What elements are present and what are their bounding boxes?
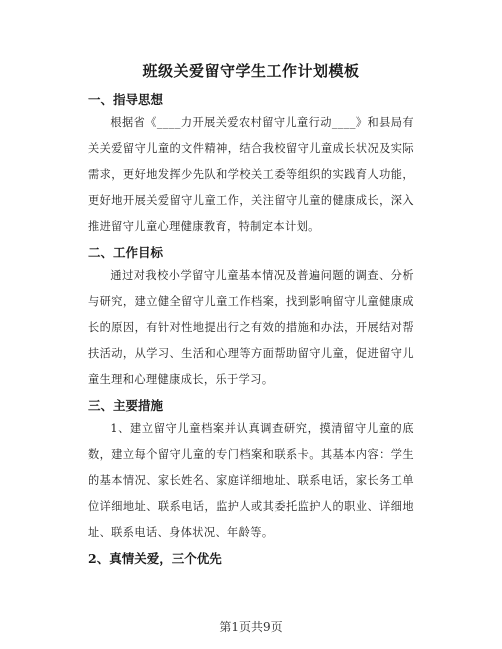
- document-title: 班级关爱留守学生工作计划模板: [142, 62, 360, 80]
- document-body: [88, 90, 414, 569]
- section-paragraph-work-goals: 通过对我校小学留守儿童基本情况及普遍问题的调查、分析与研究，建立健全留守儿童工作档案，找到影响留守儿童健康成长的原因，有针对性地提出行之有效的措施和办法，开展结对帮扶活动，从学习、生活和心理等方面帮助留守儿童，促进留守儿童生理和心理健康成长，乐于学习。: [88, 269, 414, 386]
- section-paragraph-main-measures: 1、建立留守儿童档案并认真调查研究，摸清留守儿童的底数，建立每个留守儿童的专门档案和联系卡。其基本内容：学生的基本情况、家长姓名、家庭详细地址、联系电话，家长务工单位详细地址、联系电话，监护人或其委托监护人的职业、详细地址、联系电话、身体状况、年龄等。: [88, 422, 414, 539]
- section-heading-main-measures: 三、主要措施: [88, 398, 164, 413]
- section-paragraph-guiding-ideology: 根据省《____力开展关爱农村留守儿童行动____》和县局有关关爱留守儿童的文件精神，结合我校留守儿童成长状况及实际需求，更好地发挥少先队和学校关工委等组织的实践育人功能，更好地开展关爱留守儿童工作，关注留守儿童的健康成长，深入推进留守儿童心理健康教育，特制定本计划。: [88, 116, 414, 233]
- section-heading-guiding-ideology: 一、指导思想: [88, 92, 164, 107]
- subheading-care: 2、真情关爱，三个优先: [88, 551, 222, 566]
- page-number-footer: 第1页共9页: [219, 620, 283, 634]
- section-heading-work-goals: 二、工作目标: [88, 245, 164, 260]
